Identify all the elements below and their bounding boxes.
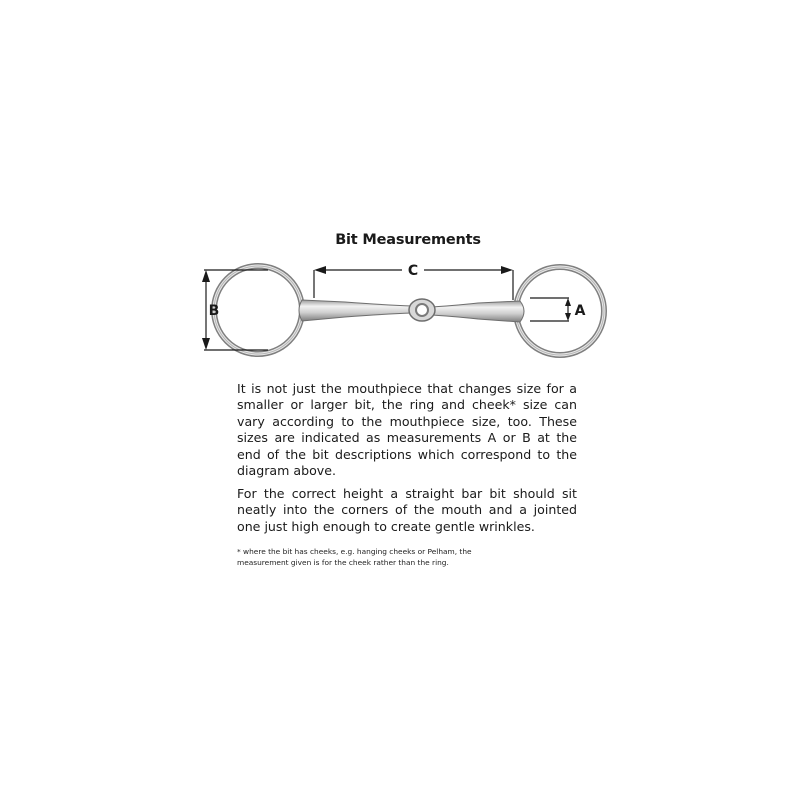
- footnote-line-1: * where the bit has cheeks, e.g. hanging cheeks or Pelham, the: [237, 547, 472, 556]
- diagram-title: Bit Measurements: [335, 232, 481, 248]
- label-c: C: [407, 263, 419, 279]
- label-a: A: [574, 303, 586, 319]
- footnote: [237, 546, 577, 568]
- center-link: [409, 299, 435, 321]
- left-ring: [214, 266, 302, 354]
- right-ring: [516, 267, 604, 355]
- dimension-a: [530, 298, 571, 321]
- footnote-line-2: measurement given is for the cheek rather than the ring.: [237, 558, 449, 567]
- fitting-paragraph: For the correct height a straight bar bit should sit neatly into the corners of the mouth and a jointed one just high enough to create gentle wrinkles.: [237, 486, 577, 534]
- label-b: B: [208, 303, 220, 319]
- explanation-paragraph: It is not just the mouthpiece that changes size for a smaller or larger bit, the ring and cheek* size can vary according to the mouthpiece size, too. These sizes are indicated as measurements A or B at the end of the bit descriptions which correspond to the diagram above.: [237, 381, 577, 479]
- mouthpiece-left: [299, 300, 412, 321]
- mouthpiece-right: [430, 301, 524, 322]
